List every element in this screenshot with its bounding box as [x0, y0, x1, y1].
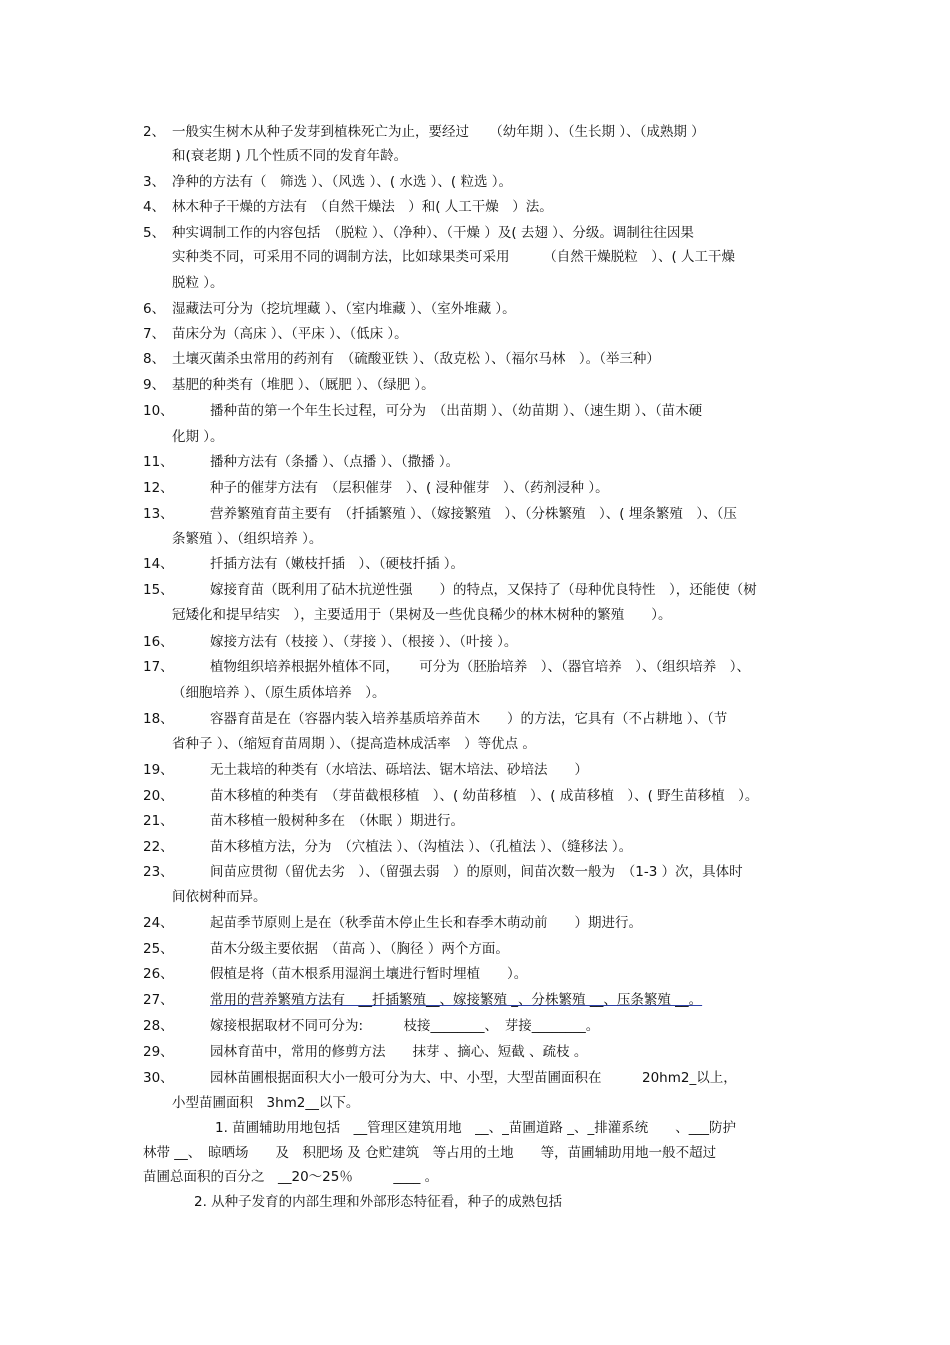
list-item: [0, 1067, 950, 1089]
item-text: 苗木移植方法，分为 （穴植法 ）、（沟植法 ）、（孔植法 ）、（缝移法 ）。: [210, 839, 633, 855]
list-item: [0, 810, 950, 832]
item-number: 25、: [143, 941, 174, 957]
list-item: [0, 298, 950, 320]
item-text: 容器育苗是在（容器内装入培养基质培养苗木 ）的方法，它具有（不占耕地 ）、（节: [210, 711, 728, 727]
list-item: [0, 989, 950, 1011]
item-text: 省种子 ）、（缩短育苗周期 ）、（提高造林成活率 ）等优点 。: [172, 736, 536, 752]
item-text: 营养繁殖育苗主要有 （扦插繁殖 ）、（嫁接繁殖 ）、（分株繁殖 ）、( 埋条繁殖 ）、（压: [210, 506, 737, 522]
item-text: 嫁接方法有（枝接 ）、（芽接 ）、（根接 ）、（叶接 ）。: [210, 634, 518, 650]
item-number: 20、: [143, 788, 174, 804]
item-number: 22、: [143, 839, 174, 855]
item-number: 30、: [143, 1070, 174, 1086]
list-item: [0, 196, 950, 218]
list-item: [0, 759, 950, 781]
item-number: 21、: [143, 813, 174, 829]
item-text: 嫁接根据取材不同可分为: 枝接________、 芽接________。: [210, 1018, 600, 1034]
item-text: 间苗应贯彻（留优去劣 ）、（留强去弱 ）的原则，间苗次数一般为 （1-3 ）次，具体时: [210, 864, 743, 880]
item-text: 净种的方法有（ 筛选 ）、（风选 ）、( 水选 ）、( 粒选 ）。: [172, 174, 513, 190]
item-number: 26、: [143, 966, 174, 982]
list-item: [0, 272, 950, 294]
item-number: 10、: [143, 403, 174, 419]
item-text: 苗木分级主要依据 （苗高 ）、（胸径 ）两个方面。: [210, 941, 509, 957]
list-item: [0, 708, 950, 730]
list-item: [0, 1117, 950, 1139]
item-text: 苗圃总面积的百分之 __20～25％ ____ 。: [143, 1169, 439, 1185]
item-text: 冠矮化和提早结实 ），主要适用于（果树及一些优良稀少的林木树种的繁殖 ）。: [172, 607, 672, 623]
item-text: 种子的催芽方法有 （层积催芽 ）、( 浸种催芽 ）、（药剂浸种 ）。: [210, 480, 609, 496]
item-text: 园林育苗中，常用的修剪方法 抹芽 、摘心、短截 、疏枝 。: [210, 1044, 588, 1060]
list-item: [0, 1191, 950, 1213]
item-text: 脱粒 ）。: [172, 275, 224, 291]
item-number: 9、: [143, 377, 166, 393]
list-item: [0, 733, 950, 755]
list-item: [0, 171, 950, 193]
item-number: 7、: [143, 326, 166, 342]
list-item: [0, 400, 950, 422]
item-text: 间依树种而异。: [172, 889, 267, 905]
list-item: [0, 222, 950, 244]
list-item: [0, 348, 950, 370]
item-text: 播种苗的第一个年生长过程，可分为 （出苗期 ）、（幼苗期 ）、（速生期 ）、（苗木硬: [210, 403, 703, 419]
list-item: [0, 246, 950, 268]
item-text: 林木种子干燥的方法有 （自然干燥法 ）和( 人工干燥 ）法。: [172, 199, 553, 215]
item-text: 种实调制工作的内容包括 （脱粒 ）、（净种）、（干燥 ）及( 去翅 ）、分级。调制往往因果: [172, 225, 694, 241]
list-item: [0, 631, 950, 653]
list-item: [0, 836, 950, 858]
item-text: （细胞培养 ）、（原生质体培养 ）。: [172, 685, 386, 701]
item-number: 8、: [143, 351, 166, 367]
list-item: [0, 451, 950, 473]
item-text: 园林苗圃根据面积大小一般可分为大、中、小型，大型苗圃面积在 20hm2_以上，: [210, 1070, 737, 1086]
item-text: 扦插方法有（嫩枝扦插 ）、（硬枝扦插 ）。: [210, 556, 465, 572]
item-text: 一般实生树木从种子发芽到植株死亡为止，要经过 （幼年期 ）、（生长期 ）、（成熟期 ）: [172, 124, 705, 140]
item-text: 苗木移植一般树种多在 （休眠 ）期进行。: [210, 813, 465, 829]
item-text: 土壤灭菌杀虫常用的药剂有 （硫酸亚铁 ）、（敌克松 ）、（福尔马林 ）。（举三种）: [172, 351, 660, 367]
item-text: 常用的营养繁殖方法有 __扦插繁殖__、嫁接繁殖 _、分株繁殖 __、压条繁殖 __。: [210, 992, 703, 1008]
item-text: 无土栽培的种类有（水培法、砾培法、锯木培法、砂培法 ）: [210, 762, 588, 778]
item-text: 苗床分为（高床 ）、（平床 ）、（低床 ）。: [172, 326, 408, 342]
item-text: 林带 __、 晾晒场 及 积肥场 及 仓贮建筑 等占用的土地 等，苗圃辅助用地一般不超过: [143, 1145, 717, 1161]
item-number: 18、: [143, 711, 174, 727]
item-number: 2、: [143, 124, 166, 140]
item-text: 湿藏法可分为（挖坑埋藏 ）、（室内堆藏 ）、（室外堆藏 ）。: [172, 301, 516, 317]
item-text: 苗木移植的种类有 （芽苗截根移植 ）、( 幼苗移植 ）、( 成苗移植 ）、( 野生苗移植 ）。: [210, 788, 759, 804]
item-number: 12、: [143, 480, 174, 496]
list-item: [0, 121, 950, 143]
list-item: [0, 528, 950, 550]
item-number: 27、: [143, 992, 174, 1008]
list-item: [0, 938, 950, 960]
item-number: 14、: [143, 556, 174, 572]
item-text: 1. 苗圃辅助用地包括 __管理区建筑用地 __、_苗圃道路 _、_排灌系统 、___防护: [215, 1120, 736, 1136]
item-text: 基肥的种类有（堆肥 ）、（厩肥 ）、（绿肥 ）。: [172, 377, 435, 393]
item-text: 播种方法有（条播 ）、（点播 ）、（撒播 ）。: [210, 454, 460, 470]
list-item: [0, 604, 950, 626]
item-text: 假植是将（苗木根系用湿润土壤进行暂时埋植 ）。: [210, 966, 528, 982]
item-text: 2. 从种子发育的内部生理和外部形态特征看，种子的成熟包括: [194, 1194, 563, 1210]
item-number: 16、: [143, 634, 174, 650]
item-number: 4、: [143, 199, 166, 215]
item-text: 嫁接育苗（既利用了砧木抗逆性强 ）的特点，又保持了（母种优良特性 ），还能使（树: [210, 582, 757, 598]
list-item: [0, 1092, 950, 1114]
list-item: [0, 145, 950, 167]
list-item: [0, 426, 950, 448]
item-text: 植物组织培养根据外植体不同， 可分为（胚胎培养 ）、（器官培养 ）、（组织培养 ）、: [210, 659, 750, 675]
list-item: [0, 656, 950, 678]
item-number: 24、: [143, 915, 174, 931]
item-number: 6、: [143, 301, 166, 317]
list-item: [0, 1142, 950, 1164]
list-item: [0, 579, 950, 601]
item-number: 29、: [143, 1044, 174, 1060]
list-item: [0, 963, 950, 985]
item-number: 17、: [143, 659, 174, 675]
item-number: 28、: [143, 1018, 174, 1034]
item-number: 19、: [143, 762, 174, 778]
item-text: 小型苗圃面积 3hm2__以下。: [172, 1095, 360, 1111]
item-text: 条繁殖 ）、（组织培养 ）。: [172, 531, 323, 547]
item-number: 5、: [143, 225, 166, 241]
item-text: 起苗季节原则上是在（秋季苗木停止生长和春季木萌动前 ）期进行。: [210, 915, 642, 931]
item-number: 11、: [143, 454, 174, 470]
item-text: 实种类不同，可采用不同的调制方法，比如球果类可采用 （自然干燥脱粒 ）、( 人工干燥: [172, 249, 736, 265]
list-item: [0, 886, 950, 908]
list-item: [0, 682, 950, 704]
list-item: [0, 503, 950, 525]
list-item: [0, 1041, 950, 1063]
list-item: [0, 1166, 950, 1188]
item-number: 23、: [143, 864, 174, 880]
item-text: 和(衰老期 ) 几个性质不同的发育年龄。: [172, 148, 408, 164]
list-item: [0, 785, 950, 807]
item-text: 化期 ）。: [172, 429, 224, 445]
item-number: 15、: [143, 582, 174, 598]
list-item: [0, 912, 950, 934]
item-number: 13、: [143, 506, 174, 522]
list-item: [0, 1015, 950, 1037]
list-item: [0, 477, 950, 499]
list-item: [0, 553, 950, 575]
list-item: [0, 374, 950, 396]
item-number: 3、: [143, 174, 166, 190]
list-item: [0, 861, 950, 883]
list-item: [0, 323, 950, 345]
